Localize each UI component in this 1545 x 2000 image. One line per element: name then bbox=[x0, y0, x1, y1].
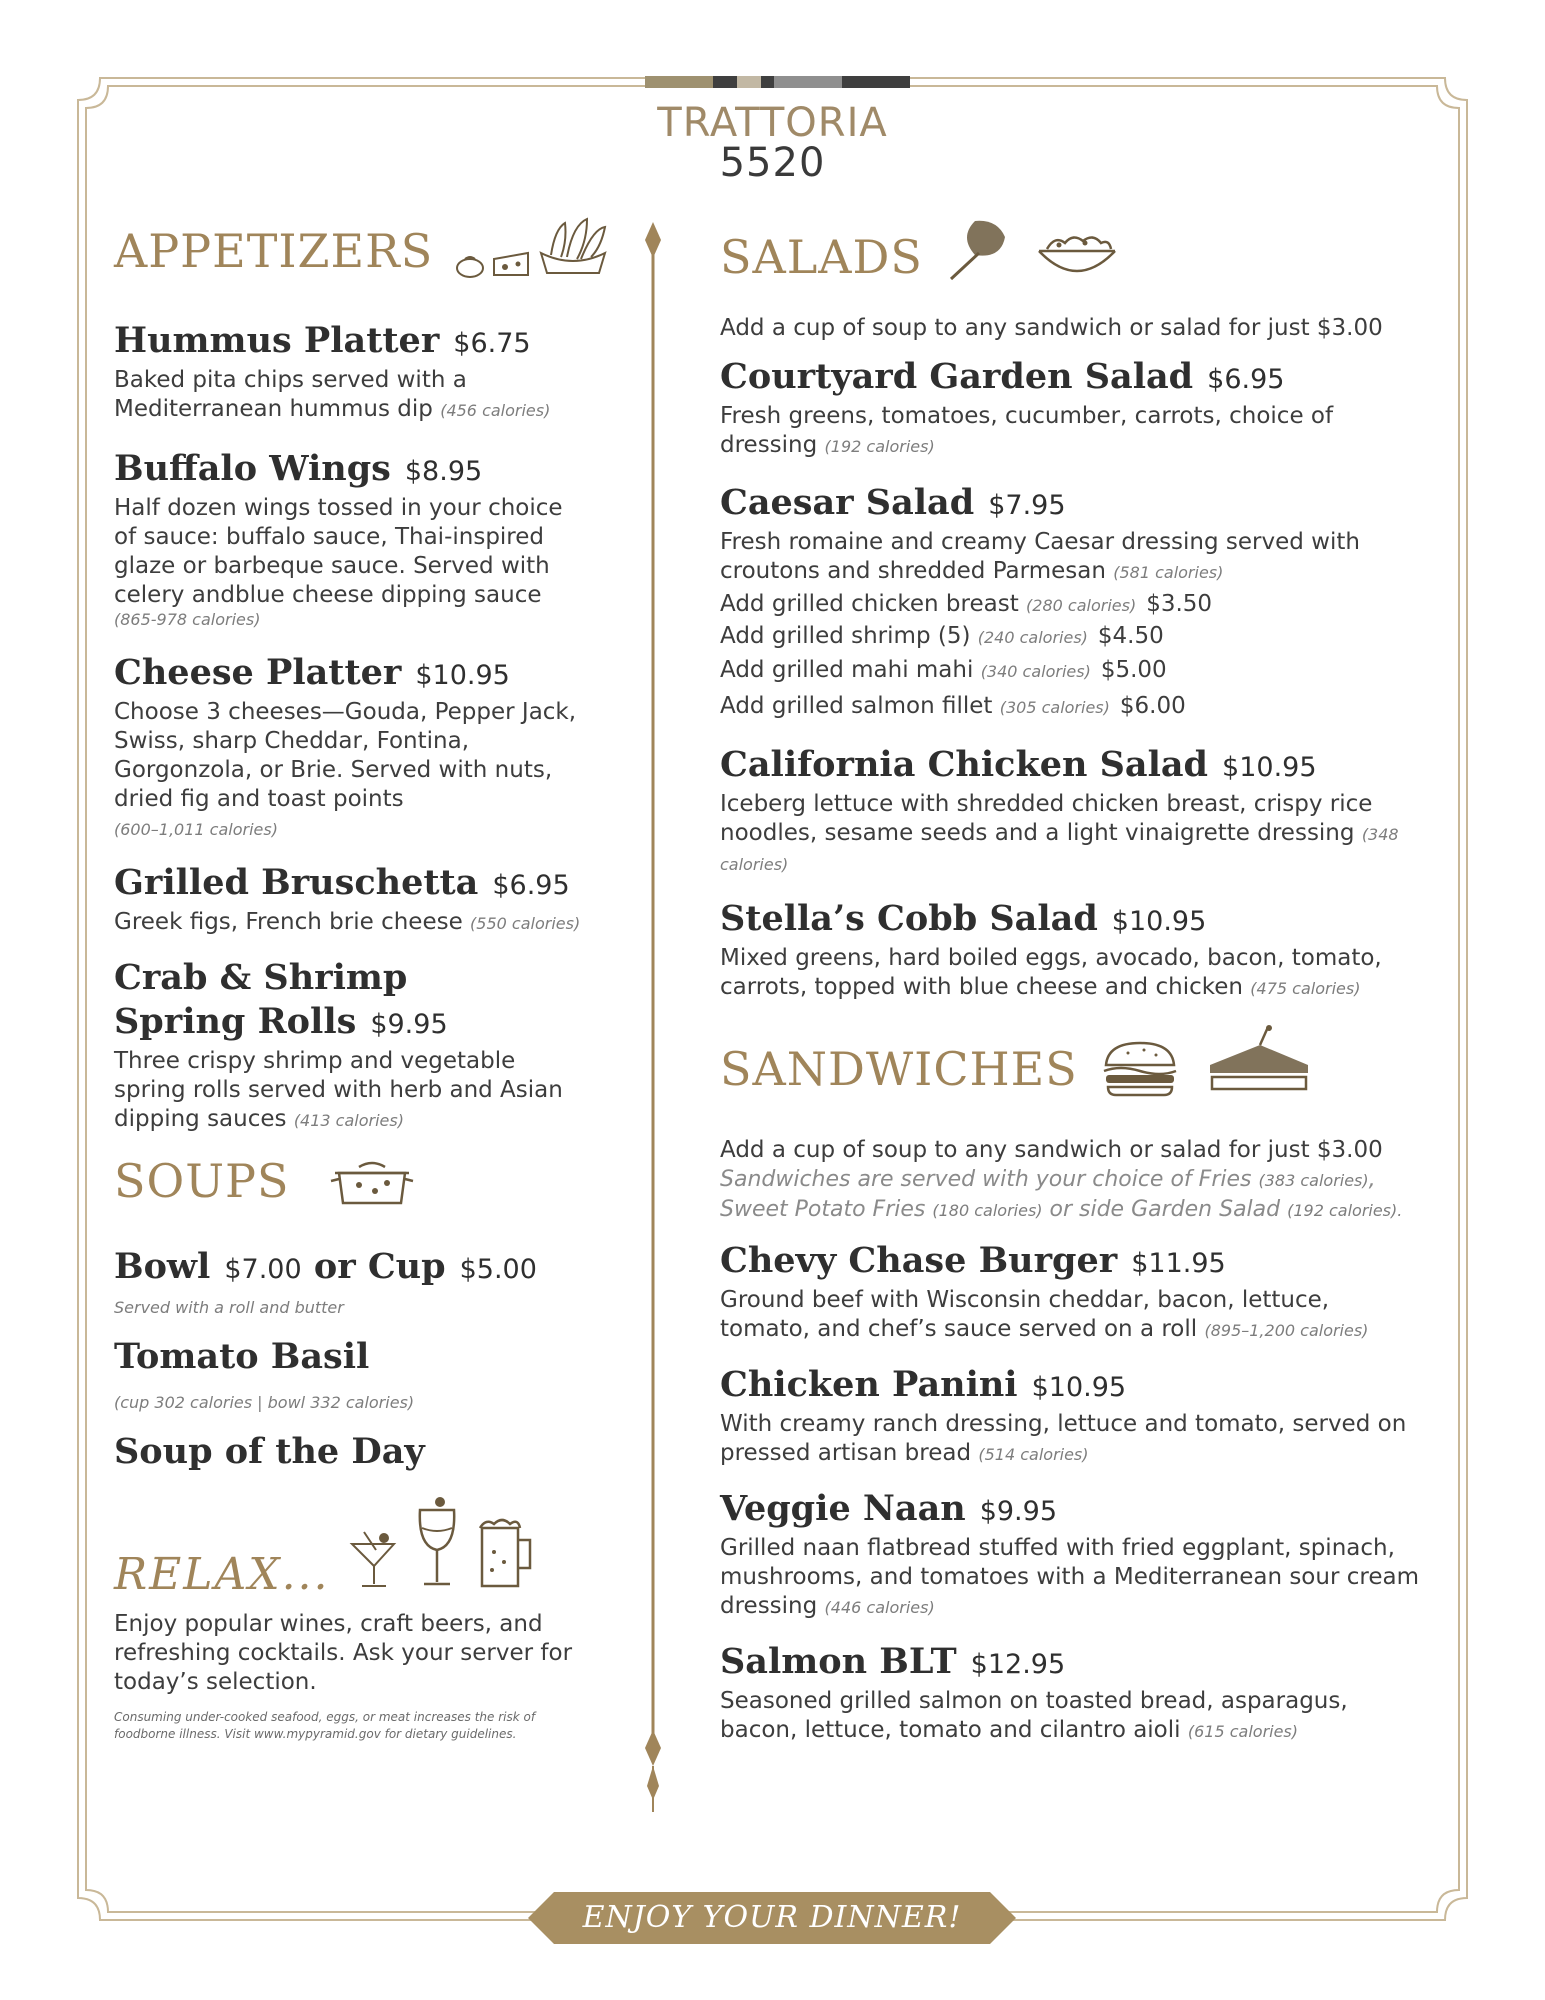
bar-seg bbox=[774, 76, 842, 88]
bar-seg bbox=[737, 76, 761, 88]
addon-calories: (280 calories) bbox=[1026, 596, 1137, 615]
item-price: $12.95 bbox=[970, 1649, 1066, 1680]
logo-color-bar bbox=[645, 76, 910, 88]
soups-title: SOUPS bbox=[114, 1154, 290, 1208]
item-calories: (456 calories) bbox=[440, 401, 551, 420]
cup-price: $5.00 bbox=[459, 1254, 537, 1285]
sides-calories: (180 calories) bbox=[932, 1201, 1043, 1220]
item-desc: Fresh romaine and creamy Caesar dressing served with croutons and shredded Parmesan bbox=[720, 529, 1360, 584]
appetizer-icons bbox=[455, 215, 609, 279]
soup-pricing bbox=[114, 1245, 609, 1317]
item-desc: Seasoned grilled salmon on toasted bread, asparagus, bacon, lettuce, tomato and cilantro aioli bbox=[720, 1688, 1348, 1743]
item-name: Chevy Chase Burger bbox=[720, 1240, 1118, 1281]
appetizer-item bbox=[114, 319, 609, 425]
item-desc: Half dozen wings tossed in your choice of sauce: buffalo sauce, Thai-inspired glaze or barbeque sauce. Served with celery andblue cheese dipping sauce bbox=[114, 495, 563, 608]
item-desc: Baked pita chips served with a Mediterranean hummus dip bbox=[114, 367, 467, 422]
addon-price: $6.00 bbox=[1119, 693, 1186, 719]
salads-header bbox=[720, 215, 1435, 285]
item-calories: (475 calories) bbox=[1250, 979, 1361, 998]
logo-5520: 5520 bbox=[719, 140, 826, 186]
bowl-label: Bowl bbox=[114, 1246, 211, 1287]
appetizers-header bbox=[114, 215, 609, 279]
salad-item bbox=[720, 743, 1435, 879]
appetizer-item bbox=[114, 447, 609, 629]
soup-item bbox=[114, 1430, 609, 1474]
item-price: $10.95 bbox=[415, 660, 510, 691]
burger-icon bbox=[1100, 1039, 1180, 1097]
item-desc: Choose 3 cheeses—Gouda, Pepper Jack, Swiss, sharp Cheddar, Fontina, Gorgonzola, or Brie. Served with nuts, dried fig and toast points bbox=[114, 699, 577, 812]
item-price: $6.95 bbox=[492, 870, 570, 901]
item-price: $10.95 bbox=[1222, 752, 1317, 783]
bar-seg bbox=[761, 76, 775, 88]
spinach-icon bbox=[945, 215, 1015, 285]
addon-label: Add grilled mahi mahi bbox=[720, 657, 974, 683]
item-price: $6.95 bbox=[1207, 364, 1285, 395]
addon-price: $3.50 bbox=[1146, 591, 1213, 617]
addon-label: Add grilled chicken breast bbox=[720, 591, 1019, 617]
footer-text: ENJOY YOUR DINNER! bbox=[582, 1900, 962, 1935]
salad-note: Add a cup of soup to any sandwich or salad for just $3.00 bbox=[720, 315, 1383, 341]
beer-mug-icon bbox=[476, 1516, 536, 1590]
item-calories: (615 calories) bbox=[1187, 1722, 1299, 1741]
item-name: Spring Rolls bbox=[114, 1001, 357, 1042]
item-calories: (600–1,011 calories) bbox=[114, 820, 278, 839]
sides-text: Sandwiches are served with your choice of Fries bbox=[720, 1167, 1252, 1192]
soup-icons bbox=[329, 1155, 415, 1209]
item-desc: Iceberg lettuce with shredded chicken breast, crispy rice noodles, sesame seeds and a light vinaigrette dressing bbox=[720, 791, 1373, 846]
bowl-price: $7.00 bbox=[224, 1254, 302, 1285]
logo-trattoria: TRATTORIA bbox=[657, 100, 888, 146]
addon-label: Add grilled shrimp (5) bbox=[720, 623, 971, 649]
bread-basket-icon bbox=[537, 215, 609, 279]
addon-label: Add grilled salmon fillet bbox=[720, 693, 993, 719]
item-calories: (550 calories) bbox=[470, 914, 581, 933]
item-calories: (446 calories) bbox=[824, 1598, 935, 1617]
sandwich-item bbox=[720, 1239, 1435, 1345]
item-price: $10.95 bbox=[1111, 906, 1207, 937]
item-calories: (192 calories) bbox=[824, 437, 935, 456]
addon-price: $5.00 bbox=[1100, 657, 1167, 683]
item-name: Chicken Panini bbox=[720, 1364, 1018, 1405]
sides-calories: (383 calories) bbox=[1258, 1171, 1369, 1190]
appetizers-title: APPETIZERS bbox=[114, 224, 434, 278]
sandwich-note: Add a cup of soup to any sandwich or salad for just $3.00 bbox=[720, 1137, 1383, 1163]
item-name: Soup of the Day bbox=[114, 1431, 425, 1472]
relax-title: RELAX... bbox=[114, 1549, 330, 1600]
item-price: $10.95 bbox=[1031, 1372, 1127, 1403]
addon-row bbox=[720, 653, 1435, 689]
sides-text: , Sweet Potato Fries bbox=[720, 1167, 1376, 1222]
item-price: $6.75 bbox=[453, 328, 531, 359]
left-column bbox=[114, 215, 609, 1743]
item-calories: (865-978 calories) bbox=[114, 610, 261, 629]
item-desc: Ground beef with Wisconsin cheddar, bacon, lettuce, tomato, and chef’s sauce served on a roll bbox=[720, 1287, 1330, 1342]
item-calories: (895–1,200 calories) bbox=[1204, 1321, 1369, 1340]
wine-glass-icon bbox=[414, 1494, 460, 1590]
bar-seg bbox=[713, 76, 737, 88]
bar-seg bbox=[842, 76, 910, 88]
item-name: Tomato Basil bbox=[114, 1336, 370, 1377]
addon-row bbox=[720, 621, 1435, 653]
relax-desc: Enjoy popular wines, craft beers, and refreshing cocktails. Ask your server for today’s selection. bbox=[114, 1611, 573, 1695]
salad-item bbox=[720, 481, 1435, 725]
item-name: Salmon BLT bbox=[720, 1641, 957, 1682]
soups-header bbox=[114, 1153, 609, 1209]
addon-calories: (240 calories) bbox=[977, 628, 1088, 647]
appetizer-item bbox=[114, 956, 609, 1135]
item-name: Courtyard Garden Salad bbox=[720, 356, 1194, 397]
item-calories: (348 calories) bbox=[720, 825, 1399, 874]
salad-icons bbox=[945, 215, 1119, 285]
item-desc: Fresh greens, tomatoes, cucumber, carrots, choice of dressing bbox=[720, 403, 1334, 458]
right-column bbox=[720, 215, 1435, 1746]
addon-row bbox=[720, 689, 1435, 725]
item-name: Caesar Salad bbox=[720, 482, 975, 523]
bar-seg bbox=[645, 76, 713, 88]
soup-item bbox=[114, 1335, 609, 1412]
sandwich-icons bbox=[1100, 1025, 1314, 1097]
center-divider bbox=[645, 222, 661, 1812]
addon-calories: (340 calories) bbox=[980, 662, 1091, 681]
sandwich-item bbox=[720, 1487, 1435, 1622]
item-calories: (514 calories) bbox=[978, 1445, 1089, 1464]
addon-price: $4.50 bbox=[1097, 623, 1164, 649]
item-desc: Greek figs, French brie cheese bbox=[114, 909, 463, 935]
item-price: $11.95 bbox=[1131, 1248, 1226, 1279]
salad-item bbox=[720, 897, 1435, 1003]
tomato-icon bbox=[455, 253, 485, 279]
sandwiches-title: SANDWICHES bbox=[720, 1042, 1078, 1096]
appetizer-item bbox=[114, 651, 609, 839]
served-note: Served with a roll and butter bbox=[114, 1298, 344, 1317]
item-name: Grilled Bruschetta bbox=[114, 862, 479, 903]
sandwich-item bbox=[720, 1363, 1435, 1469]
relax-header bbox=[114, 1494, 609, 1600]
cocktail-icon bbox=[348, 1524, 398, 1590]
salad-bowl-icon bbox=[1035, 229, 1119, 285]
item-desc: Three crispy shrimp and vegetable spring rolls served with herb and Asian dipping sauces bbox=[114, 1048, 563, 1132]
item-calories: (413 calories) bbox=[293, 1111, 404, 1130]
item-name: Veggie Naan bbox=[720, 1488, 966, 1529]
item-name: Hummus Platter bbox=[114, 320, 440, 361]
item-name: Cheese Platter bbox=[114, 652, 402, 693]
relax-icons bbox=[348, 1494, 536, 1590]
soup-pot-icon bbox=[329, 1155, 415, 1209]
item-name: California Chicken Salad bbox=[720, 744, 1209, 785]
sides-note bbox=[720, 1165, 1420, 1225]
addon-row bbox=[720, 589, 1435, 621]
sandwich-item bbox=[720, 1640, 1435, 1746]
salads-title: SALADS bbox=[720, 230, 923, 284]
item-name: Stella’s Cobb Salad bbox=[720, 898, 1098, 939]
salad-item bbox=[720, 355, 1435, 461]
addon-calories: (305 calories) bbox=[999, 698, 1110, 717]
item-name: Buffalo Wings bbox=[114, 448, 391, 489]
fine-print: Consuming under-cooked seafood, eggs, or meat increases the risk of foodborne illness. Visit www.mypyramid.gov for dietary guidelines. bbox=[114, 1710, 536, 1741]
sandwiches-header bbox=[720, 1025, 1435, 1097]
item-calories: (581 calories) bbox=[1113, 563, 1224, 582]
sides-text: or side Garden Salad bbox=[1042, 1197, 1281, 1222]
cup-label: or Cup bbox=[313, 1246, 446, 1287]
club-sandwich-icon bbox=[1204, 1025, 1314, 1097]
item-price: $7.95 bbox=[988, 490, 1066, 521]
item-price: $8.95 bbox=[404, 456, 483, 487]
appetizer-item bbox=[114, 861, 609, 938]
item-price: $9.95 bbox=[979, 1496, 1057, 1527]
item-desc: Grilled naan flatbread stuffed with fried eggplant, spinach, mushrooms, and tomatoes with a Mediterranean sour cream dressing bbox=[720, 1535, 1419, 1619]
item-desc: With creamy ranch dressing, lettuce and tomato, served on pressed artisan bread bbox=[720, 1411, 1407, 1466]
item-price: $9.95 bbox=[370, 1009, 448, 1040]
item-calories: (cup 302 calories | bowl 332 calories) bbox=[114, 1393, 415, 1412]
cheese-icon bbox=[491, 245, 531, 279]
item-desc: Mixed greens, hard boiled eggs, avocado, bacon, tomato, carrots, topped with blue cheese and chicken bbox=[720, 945, 1382, 1000]
item-name: Crab & Shrimp bbox=[114, 957, 408, 998]
sides-calories: (192 calories). bbox=[1287, 1201, 1403, 1220]
